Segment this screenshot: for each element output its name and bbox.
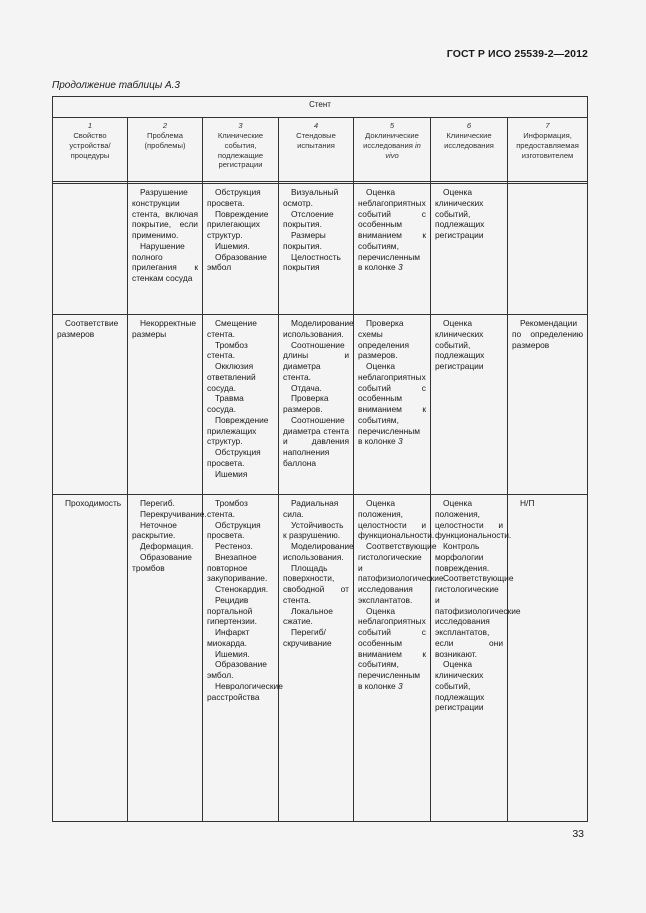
- column-header: 5 Доклинические исследования in vivo: [354, 118, 431, 182]
- column-header: 7 Информация, предоставляемая изготовителем: [508, 118, 588, 182]
- cell-property: Соответствие размеров: [53, 315, 128, 495]
- cell-manufacturer-info: [508, 184, 588, 315]
- cell-bench-tests: Моделирование использования. Соотношение длины и диаметра стента. Отдача. Проверка размеров. Соотношение диаметра стента и давления наполнения баллона: [279, 315, 354, 495]
- table-caption: Продолжение таблицы А.3: [52, 80, 180, 91]
- cell-clinical-studies: Оценка клинических событий, подлежащих регистрации: [431, 184, 508, 315]
- cell-clinical-studies: Оценка клинических событий, подлежащих регистрации: [431, 315, 508, 495]
- cell-manufacturer-info: Н/П: [508, 495, 588, 822]
- cell-bench-tests: Радиальная сила. Устойчивость к разрушению. Моделирование использования. Площадь поверхности, свободной от стента. Локальное сжатие. Перегиб/ скручивание: [279, 495, 354, 822]
- cell-problem: Разрушение конструкции стента, включая покрытие, если применимо. Нарушение полного прилегания к стенкам сосуда: [128, 184, 203, 315]
- cell-clinical-studies: Оценка положения, целостности и функциональности. Контроль морфологии повреждения. Соответствующие гистологические и патофизиологические исследования эксплантатов, если они возникают. Оценка клинических событий, подлежащих регистрации: [431, 495, 508, 822]
- column-header: 6 Клинические исследования: [431, 118, 508, 182]
- cell-preclinical: Проверка схемы определения размеров. Оценка неблагоприятных событий с особенным вниманием к событиям, перечисленным в колонке 3: [354, 315, 431, 495]
- column-header: 4 Стендовые испытания: [279, 118, 354, 182]
- requirements-table: [52, 96, 588, 822]
- cell-property: Проходимость: [53, 495, 128, 822]
- column-header: 3 Клинические события, подлежащие регистрации: [203, 118, 279, 182]
- cell-bench-tests: Визуальный осмотр. Отслоение покрытия. Размеры покрытия. Целостность покрытия: [279, 184, 354, 315]
- cell-clinical-events: Смещение стента. Тромбоз стента. Окклюзия ответвлений сосуда. Травма сосуда. Повреждение прилежащих структур. Обструкция просвета. Ишемия: [203, 315, 279, 495]
- table-row: [53, 315, 588, 495]
- group-header-stent: Стент: [53, 97, 588, 118]
- cell-preclinical: Оценка положения, целостности и функциональности. Соответствующие гистологические и патофизиологические исследования эксплантатов. Оценка неблагоприятных событий с особенным вниманием к событиям, перечисленным в колонке 3: [354, 495, 431, 822]
- cell-problem: Перегиб. Перекручивание. Неточное раскрытие. Деформация. Образование тромбов: [128, 495, 203, 822]
- cell-property: [53, 184, 128, 315]
- cell-preclinical: Оценка неблагоприятных событий с особенным вниманием к событиям, перечисленным в колонке 3: [354, 184, 431, 315]
- column-headers-row: [53, 118, 588, 182]
- cell-problem: Некорректные размеры: [128, 315, 203, 495]
- document-header: ГОСТ Р ИСО 25539-2—2012: [446, 48, 588, 60]
- column-header: 1 Свойство устройства/ процедуры: [53, 118, 128, 182]
- cell-clinical-events: Обструкция просвета. Повреждение прилегающих структур. Ишемия. Образование эмбол: [203, 184, 279, 315]
- cell-clinical-events: Тромбоз стента. Обструкция просвета. Рестеноз. Внезапное повторное закупоривание. Стенокардия. Рецидив портальной гипертензии. Инфаркт миокарда. Ишемия. Образование эмбол. Неврологические расстройства: [203, 495, 279, 822]
- column-header: 2 Проблема (проблемы): [128, 118, 203, 182]
- cell-manufacturer-info: Рекомендации по определению размеров: [508, 315, 588, 495]
- page-number: 33: [572, 828, 584, 840]
- table-row: [53, 184, 588, 315]
- table-row: [53, 495, 588, 822]
